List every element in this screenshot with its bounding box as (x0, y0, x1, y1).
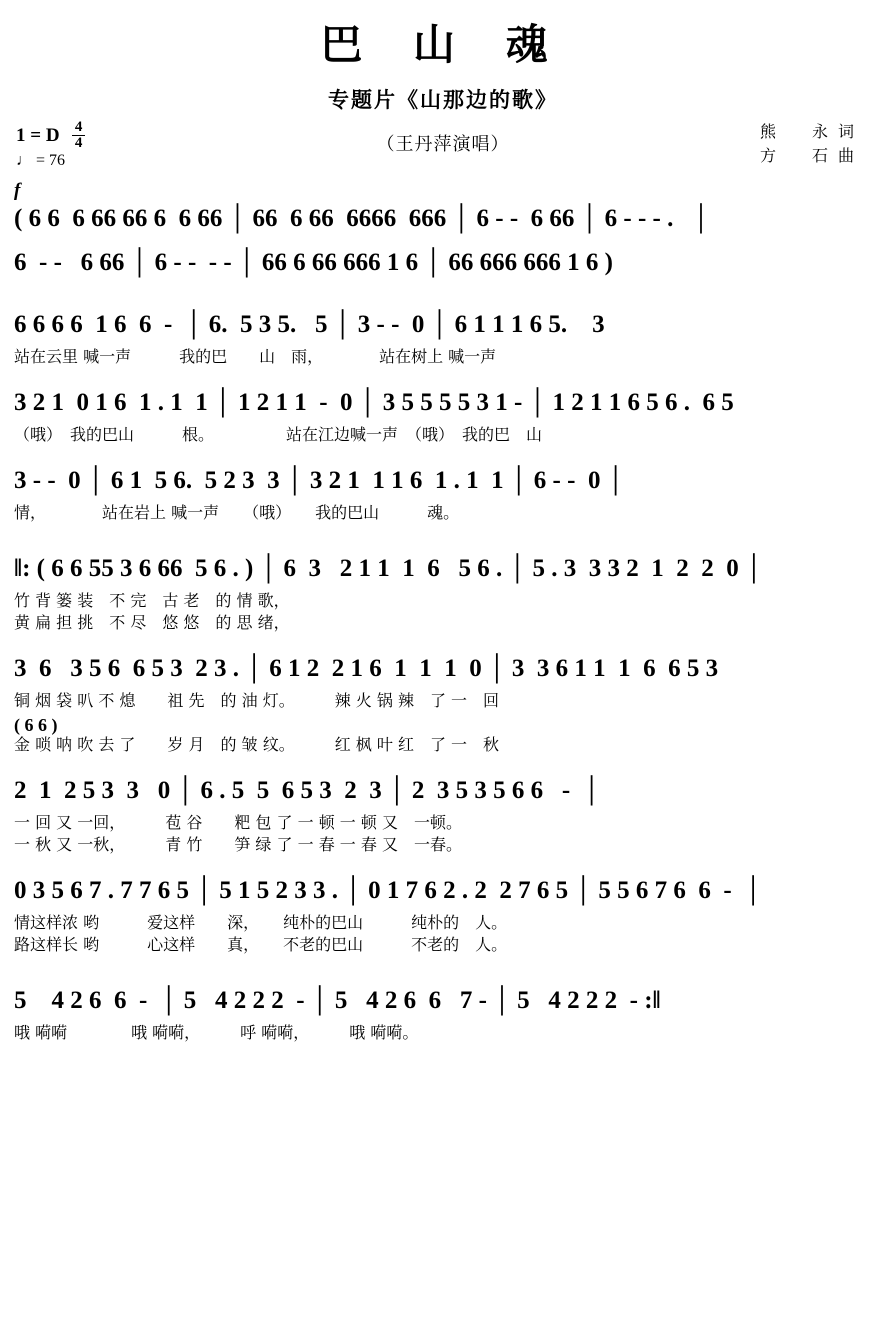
system-4 (14, 386, 872, 448)
music-staff (0, 180, 886, 1046)
note-row: ( 6 6 6 66 66 6 6 66 │ 66 6 66 6666 666 │ 6 - - 6 66 │ 6 - - - . │ (14, 205, 710, 232)
lyricist-credit: 熊 永词 (759, 122, 864, 141)
system-5 (14, 464, 872, 526)
note-row: ‖: ( 6 6 55 3 6 66 5 6 . ) │ 6 3 2 1 1 1 6 5 6 . │ 5 . 3 3 3 2 1 2 2 0 │ (14, 555, 763, 582)
key-and-meter (16, 120, 85, 151)
lyric-row-verse2: 黄 扁 担 挑 不 尽 悠 悠 的 思 绪， (14, 613, 290, 632)
note-row: 3 2 1 0 1 6 1 . 1 1 │ 1 2 1 1 - 0 │ 3 5 5 5 5 3 1 - │ 1 2 1 1 6 5 6 . 6 5 (14, 389, 734, 416)
lyric-row: （哦） 我的巴山 根。 站在江边喊一声 （哦） 我的巴 山 (14, 425, 543, 444)
note-row: 3 - - 0 │ 6 1 5 6. 5 2 3 3 │ 3 2 1 1 1 6 1 . 1 1 │ 6 - - 0 │ (14, 467, 625, 494)
time-signature (72, 120, 86, 151)
lyric-row-verse1: 铜 烟 袋 叭 不 熄 祖 先 的 油 灯。 辣 火 锅 辣 了 一 回 (14, 691, 500, 710)
note-row: 6 6 6 6 1 6 6 - │ 6. 5 3 5. 5 │ 3 - - 0 │ 6 1 1 1 6 5. 3 (14, 311, 605, 338)
lyric-row: 哦 嗬嗬 哦 嗬嗬， 呼 嗬嗬， 哦 嗬嗬。 (14, 1023, 419, 1042)
note-row: 6 - - 6 66 │ 6 - - - - │ 66 6 66 666 1 6 │ 66 666 666 1 6 ) (14, 249, 613, 276)
meter-denominator: 4 (74, 135, 83, 151)
note-row: 0 3 5 6 7 . 7 7 6 5 │ 5 1 5 2 3 3 . │ 0 1 7 6 2 . 2 2 7 6 5 │ 5 5 6 7 6 6 - │ (14, 877, 762, 904)
system-10 (14, 984, 872, 1046)
note-row: 5 4 2 6 6 - │ 5 4 2 2 2 - │ 5 4 2 6 6 7 - │ 5 4 2 2 2 - :‖ (14, 987, 661, 1014)
lyric-row-verse2: 路这样长 哟 心这样 真， 不老的巴山 不老的 人。 (14, 935, 508, 954)
composer-credit: 方 石曲 (759, 146, 864, 165)
lyric-row-verse1: 情这样浓 哟 爱这样 深， 纯朴的巴山 纯朴的 人。 (14, 913, 508, 932)
lyric-row: 站在云里 喊一声 我的巴 山 雨， 站在树上 喊一声 (14, 347, 497, 366)
subtitle: 专题片《山那边的歌》 (328, 88, 558, 112)
key-signature: 1 = D (16, 125, 60, 146)
system-2 (14, 246, 872, 280)
performer-credit: （王丹萍演唱） (376, 134, 510, 155)
system-9 (14, 874, 872, 958)
dynamic-marking: f (14, 180, 21, 201)
system-1 (14, 180, 872, 236)
tempo-marking: ♩ = 76 (16, 152, 66, 169)
lyric-row-verse2: 一 秋 又 一秋， 青 竹 笋 绿 了 一 春 一 春 又 一春。 (14, 835, 462, 854)
lyric-row: 情， 站在岩上 喊一声 （哦） 我的巴山 魂。 (14, 503, 460, 522)
lyric-row-verse1: 一 回 又 一回， 苞 谷 粑 包 了 一 顿 一 顿 又 一顿。 (14, 813, 462, 832)
system-8 (14, 774, 872, 858)
system-3 (14, 308, 872, 370)
note-row: 3 6 3 5 6 6 5 3 2 3 . │ 6 1 2 2 1 6 1 1 1 0 │ 3 3 6 1 1 1 6 6 5 3 (14, 655, 719, 682)
credits (760, 120, 864, 168)
page-title: 巴 山 魂 (320, 20, 566, 69)
sheet-music-page (0, 12, 886, 1327)
lyric-row-verse2: 金 唢 呐 吹 去 了 岁 月 的 皱 纹。 红 枫 叶 红 了 一 秋 (14, 735, 500, 754)
system-6 (14, 552, 872, 636)
meter-numerator: 4 (72, 120, 86, 136)
system-7 (14, 652, 872, 758)
note-row-ossia: ( 6 6 ) (14, 715, 58, 735)
lyric-row-verse1: 竹 背 篓 装 不 完 古 老 的 情 歌， (14, 591, 290, 610)
note-row: 2 1 2 5 3 3 0 │ 6 . 5 5 6 5 3 2 3 │ 2 3 5 3 5 6 6 - │ (14, 777, 601, 804)
